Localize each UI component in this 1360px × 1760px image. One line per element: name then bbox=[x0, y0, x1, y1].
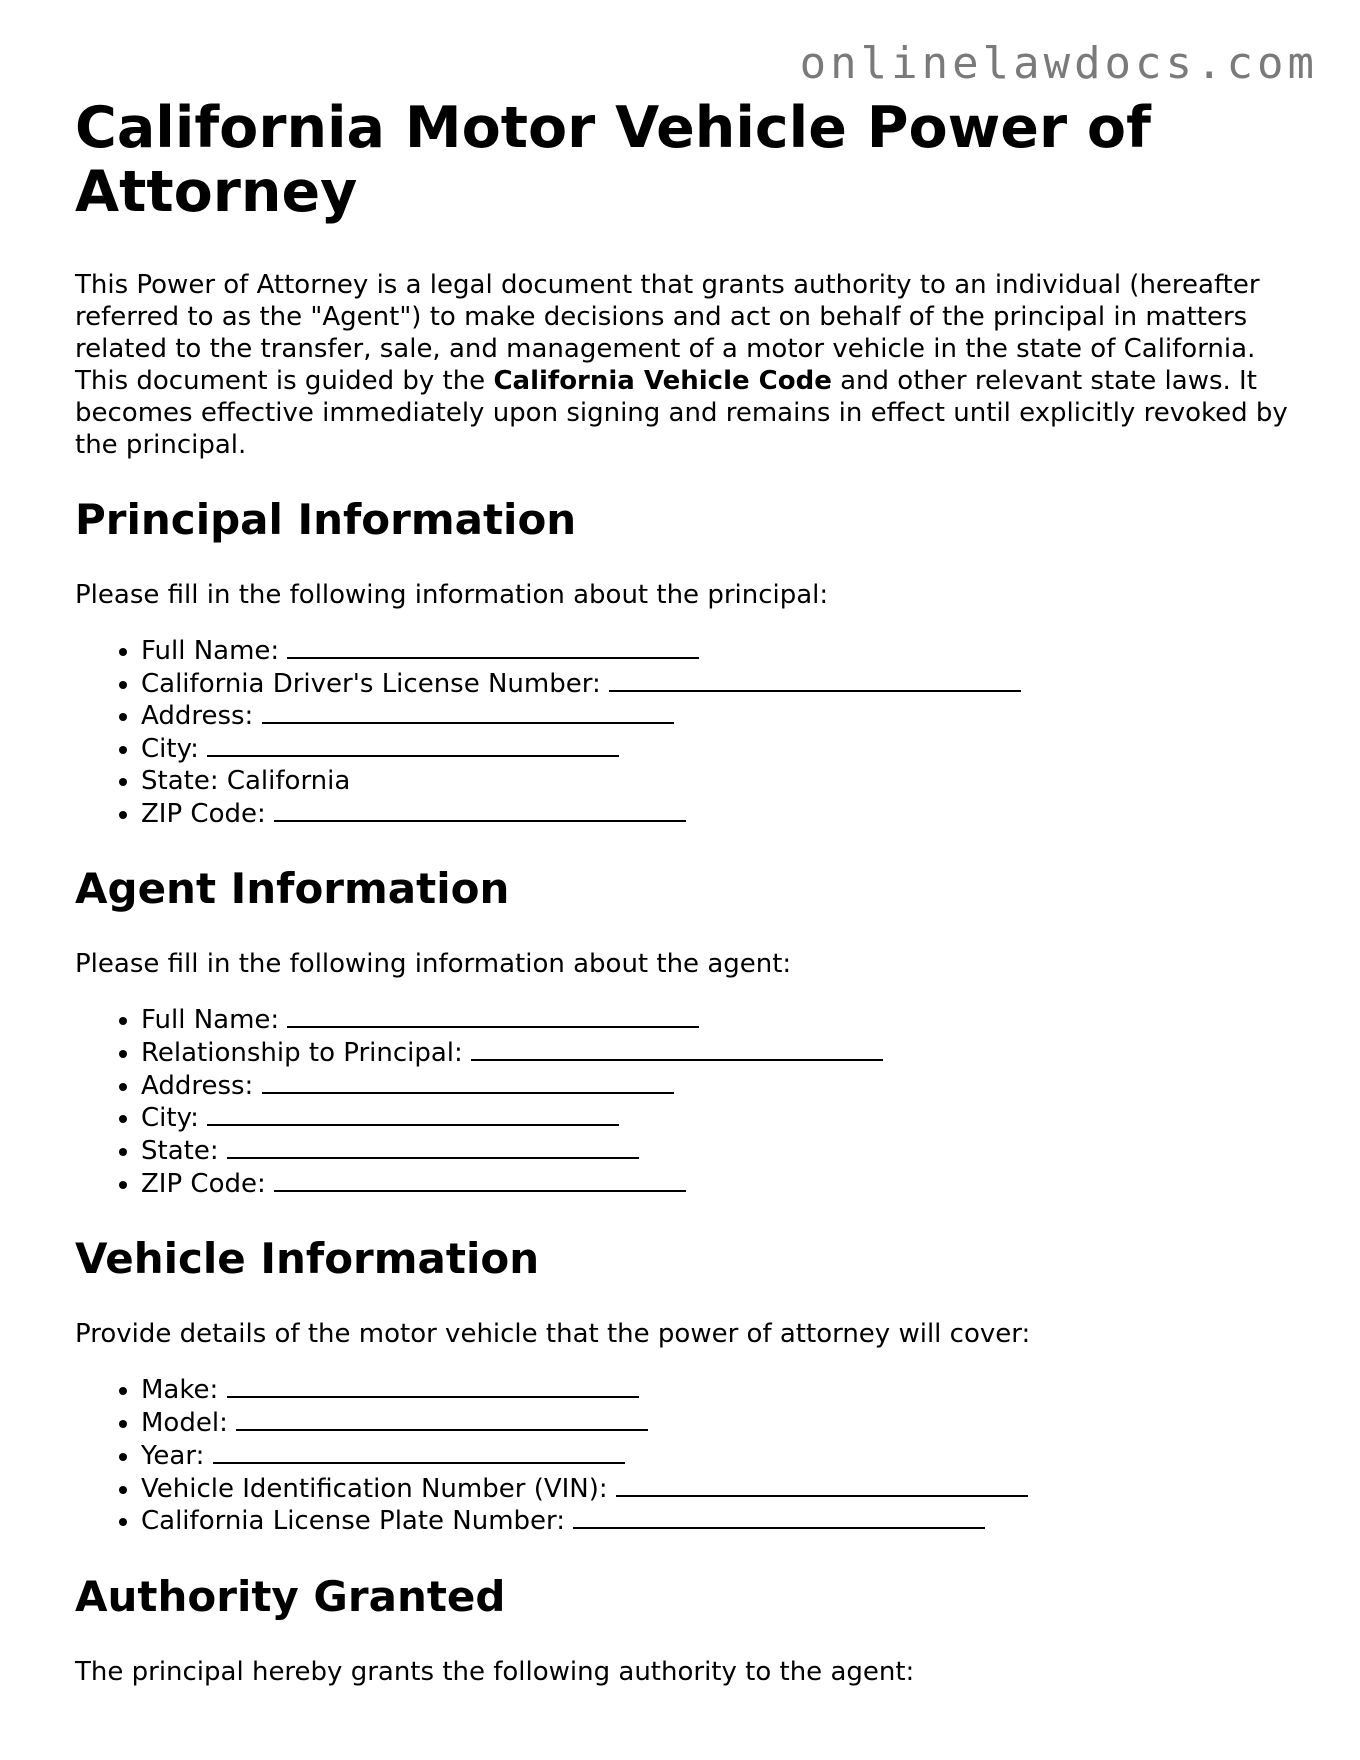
authority-lead: The principal hereby grants the following authority to the agent: bbox=[75, 1656, 915, 1687]
vehicle-field-plate bbox=[141, 1505, 1290, 1538]
vehicle-field-year bbox=[141, 1440, 1290, 1473]
fill-blank[interactable] bbox=[207, 733, 619, 757]
agent-field-address bbox=[141, 1070, 1290, 1103]
fill-blank[interactable] bbox=[471, 1037, 883, 1061]
field-label: Year: bbox=[141, 1440, 205, 1471]
vehicle-lead: Provide details of the motor vehicle that the power of attorney will cover: bbox=[75, 1319, 1031, 1350]
principal-field-city bbox=[141, 733, 1290, 766]
field-label: California License Plate Number: bbox=[141, 1506, 566, 1537]
field-label: California Driver's License Number: bbox=[141, 668, 601, 699]
intro-text-start: This Power of Attorney is a legal document that grants authority to an individual (hereafter referred to as the "Agent") to make decisions and act on behalf of the principal in matters related to the transfer, sale, and management of a motor vehicle in the state of California. This document is guided by the bbox=[75, 270, 1260, 396]
principal-heading: Principal Information bbox=[75, 495, 577, 544]
agent-field-relationship bbox=[141, 1037, 1290, 1070]
vehicle-field-model bbox=[141, 1407, 1290, 1440]
field-label: Vehicle Identification Number (VIN): bbox=[141, 1473, 608, 1504]
agent-fields bbox=[75, 1004, 1290, 1200]
field-label: State: bbox=[141, 1136, 219, 1167]
fill-blank[interactable] bbox=[227, 1374, 639, 1398]
fill-blank[interactable] bbox=[609, 668, 1021, 692]
principal-fields bbox=[75, 635, 1290, 830]
document-title: California Motor Vehicle Power of Attorney bbox=[75, 95, 1151, 225]
fill-blank[interactable] bbox=[262, 700, 674, 724]
fill-blank[interactable] bbox=[274, 1168, 686, 1192]
fill-blank[interactable] bbox=[207, 1102, 619, 1126]
principal-field-state bbox=[141, 766, 1290, 798]
field-label: Make: bbox=[141, 1375, 219, 1406]
fill-blank[interactable] bbox=[274, 798, 686, 822]
fill-blank[interactable] bbox=[262, 1070, 674, 1094]
field-label: Model: bbox=[141, 1408, 228, 1439]
field-label: City: bbox=[141, 734, 199, 765]
agent-heading: Agent Information bbox=[75, 864, 510, 914]
authority-heading: Authority Granted bbox=[75, 1571, 506, 1621]
principal-field-full-name bbox=[141, 635, 1290, 668]
agent-field-state bbox=[141, 1135, 1290, 1168]
vehicle-field-vin bbox=[141, 1473, 1290, 1506]
fill-blank[interactable] bbox=[227, 1135, 639, 1159]
intro-text-end: and other relevant state laws. It becomes effective immediately upon signing and remains in effect until explicitly revoked by the principal. bbox=[75, 366, 1288, 460]
principal-field-address bbox=[141, 700, 1290, 733]
field-label: Relationship to Principal: bbox=[141, 1037, 463, 1068]
vehicle-field-make bbox=[141, 1374, 1290, 1407]
fill-blank[interactable] bbox=[287, 635, 699, 659]
agent-field-zip bbox=[141, 1168, 1290, 1201]
fill-blank[interactable] bbox=[236, 1407, 648, 1431]
fill-blank[interactable] bbox=[573, 1505, 985, 1529]
fill-blank[interactable] bbox=[616, 1473, 1028, 1497]
field-label: Full Name: bbox=[141, 636, 280, 666]
fill-blank[interactable] bbox=[213, 1440, 625, 1464]
principal-field-license bbox=[141, 668, 1290, 701]
field-label: Address: bbox=[141, 701, 254, 732]
field-label: State: California bbox=[141, 765, 351, 796]
principal-field-zip bbox=[141, 798, 1290, 831]
agent-lead: Please fill in the following information about the agent: bbox=[75, 949, 792, 980]
field-label: ZIP Code: bbox=[141, 798, 266, 829]
intro-paragraph bbox=[75, 269, 1290, 461]
watermark: onlinelawdocs.com bbox=[799, 38, 1318, 89]
principal-lead: Please fill in the following information about the principal: bbox=[75, 580, 829, 610]
fill-blank[interactable] bbox=[287, 1004, 699, 1028]
vehicle-heading: Vehicle Information bbox=[75, 1234, 540, 1284]
intro-bold-code: California Vehicle Code bbox=[493, 366, 832, 396]
agent-field-full-name bbox=[141, 1004, 1290, 1037]
field-label: ZIP Code: bbox=[141, 1168, 266, 1199]
field-label: City: bbox=[141, 1103, 199, 1134]
document-page bbox=[75, 96, 1290, 1688]
agent-field-city bbox=[141, 1102, 1290, 1135]
field-label: Full Name: bbox=[141, 1005, 280, 1036]
vehicle-fields bbox=[75, 1374, 1290, 1538]
field-label: Address: bbox=[141, 1070, 254, 1101]
